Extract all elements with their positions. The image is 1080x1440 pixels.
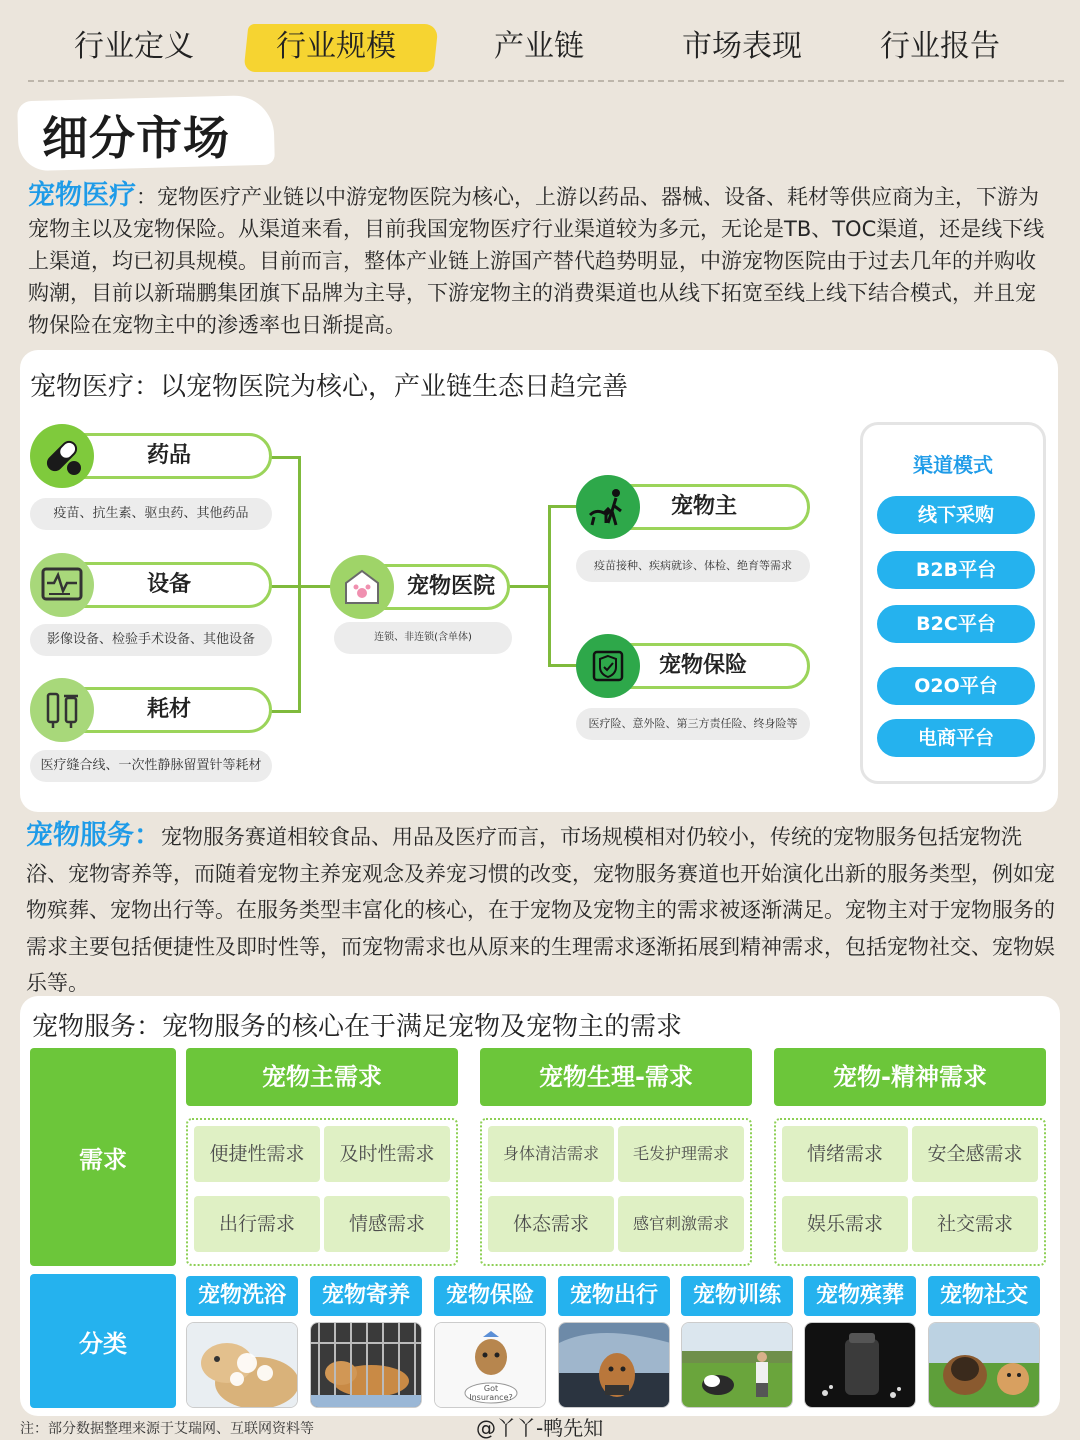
category-travel: 宠物出行 [558,1276,670,1316]
dog-in-cage-photo [310,1322,422,1408]
svg-text:Got: Got [483,1384,499,1393]
svg-text:Insurance?: Insurance? [469,1393,513,1402]
group-spiritual-needs: 宠物-精神需求 [774,1048,1046,1106]
syringe-icon [30,678,94,742]
need-cell: 情感需求 [324,1196,450,1252]
downstream-insurance-label: 宠物保险 [586,643,810,689]
midstream-hospital-desc: 连锁、非连锁(含单体) [334,622,512,654]
page-title: 细分市场 [42,111,230,165]
category-bath: 宠物洗浴 [186,1276,298,1316]
medical-diagram-title: 宠物医疗：以宠物医院为核心，产业链生态日趋完善 [30,372,629,402]
medical-body: ：宠物医疗产业链以中游宠物医院为核心，上游以药品、器械、设备、耗材等供应商为主，下游为宠物主以及宠物保险。从渠道来看，目前我国宠物医疗行业渠道较为多元，无论是TB、TOC渠道，还是线下线上渠道，均已初具规模。目前而言，整体产业链上游国产替代趋势明显，中游宠物医院由于过去几年的并购收购潮，目前以新瑞鹏集团旗下品牌为主导，下游宠物主的消费渠道也从线下拓宽至线上线下结合模式，并且宠物保险在宠物主中的渗透率也日渐提高。 [28,185,1045,337]
midstream-hospital-label: 宠物医院 [340,564,510,610]
tab-market-performance[interactable]: 市场表现 [682,29,802,64]
top-nav [0,0,1080,80]
category-label: 分类 [30,1274,176,1408]
pill-icon [30,424,94,488]
dog-walker-icon [576,475,640,539]
channel-b2b: B2B平台 [877,551,1035,589]
connector [508,585,550,588]
channel-offline: 线下采购 [877,496,1035,534]
need-cell: 娱乐需求 [782,1196,908,1252]
dog-in-car-photo [558,1322,670,1408]
dog-bath-photo [186,1322,298,1408]
medical-lead: 宠物医疗 [28,180,136,211]
category-insurance: 宠物保险 [434,1276,546,1316]
service-diagram-title: 宠物服务：宠物服务的核心在于满足宠物及宠物主的需求 [32,1012,683,1042]
need-cell: 毛发护理需求 [618,1126,744,1182]
demand-label: 需求 [30,1048,176,1266]
tab-industry-chain[interactable]: 产业链 [494,29,584,64]
need-cell: 安全感需求 [912,1126,1038,1182]
channel-b2c: B2C平台 [877,605,1035,643]
pet-urn-photo [804,1322,916,1408]
need-cell: 情绪需求 [782,1126,908,1182]
channel-ecommerce: 电商平台 [877,719,1035,757]
upstream-drugs-label: 药品 [40,433,272,479]
dog-training-photo [681,1322,793,1408]
upstream-drugs-desc: 疫苗、抗生素、驱虫药、其他药品 [30,498,272,530]
upstream-equipment-label: 设备 [40,562,272,608]
connector [270,456,300,459]
need-cell: 身体清洁需求 [488,1126,614,1182]
tab-industry-definition[interactable]: 行业定义 [74,29,194,64]
tab-industry-scale[interactable]: 行业规模 [276,22,396,72]
downstream-owner-desc: 疫苗接种、疾病就诊、体检、绝育等需求 [576,550,810,582]
upstream-consumables-label: 耗材 [40,687,272,733]
nav-divider [28,80,1064,82]
category-social: 宠物社交 [928,1276,1040,1316]
channel-title: 渠道模式 [913,453,993,477]
shield-icon [576,634,640,698]
tab-industry-report[interactable]: 行业报告 [880,29,1000,64]
need-cell: 体态需求 [488,1196,614,1252]
downstream-insurance-desc: 医疗险、意外险、第三方责任险、终身险等 [576,708,810,740]
need-cell: 及时性需求 [324,1126,450,1182]
connector [270,585,300,588]
dogs-on-grass-photo [928,1322,1040,1408]
upstream-equipment-desc: 影像设备、检验手术设备、其他设备 [30,624,272,656]
connector [270,710,300,713]
dog-insurance-photo [434,1322,546,1408]
need-cell: 便捷性需求 [194,1126,320,1182]
need-cell: 感官刺激需求 [618,1196,744,1252]
service-lead: 宠物服务： [26,820,161,851]
channel-box [860,422,1046,784]
monitor-icon [30,553,94,617]
channel-o2o: O2O平台 [877,667,1035,705]
medical-paragraph [28,180,1054,341]
category-funeral: 宠物殡葬 [804,1276,916,1316]
group-physiological-needs: 宠物生理-需求 [480,1048,752,1106]
service-paragraph [26,818,1056,1002]
source-note: 注：部分数据整理来源于艾瑞网、互联网资料等 [20,1421,314,1437]
need-cell: 出行需求 [194,1196,320,1252]
group-owner-needs: 宠物主需求 [186,1048,458,1106]
connector [548,505,551,667]
need-cell: 社交需求 [912,1196,1038,1252]
downstream-owner-label: 宠物主 [586,484,810,530]
service-body: 宠物服务赛道相较食品、用品及医疗而言，市场规模相对仍较小，传统的宠物服务包括宠物洗浴、宠物寄养等，而随着宠物主养宠观念及养宠习惯的改变，宠物服务赛道也开始演化出新的服务类型，例如宠物殡葬、宠物出行等。在服务类型丰富化的核心，在于宠物及宠物主的需求被逐渐满足。宠物主对于宠物服务的需求主要包括便捷性及即时性等，而宠物需求也从原来的生理需求逐渐拓展到精神需求，包括宠物社交、宠物娱乐等。 [26,825,1055,995]
category-boarding: 宠物寄养 [310,1276,422,1316]
pet-house-icon [330,555,394,619]
author-signature: @丫丫-鸭先知 [476,1416,604,1440]
upstream-consumables-desc: 医疗缝合线、一次性静脉留置针等耗材 [30,750,272,782]
category-training: 宠物训练 [681,1276,793,1316]
